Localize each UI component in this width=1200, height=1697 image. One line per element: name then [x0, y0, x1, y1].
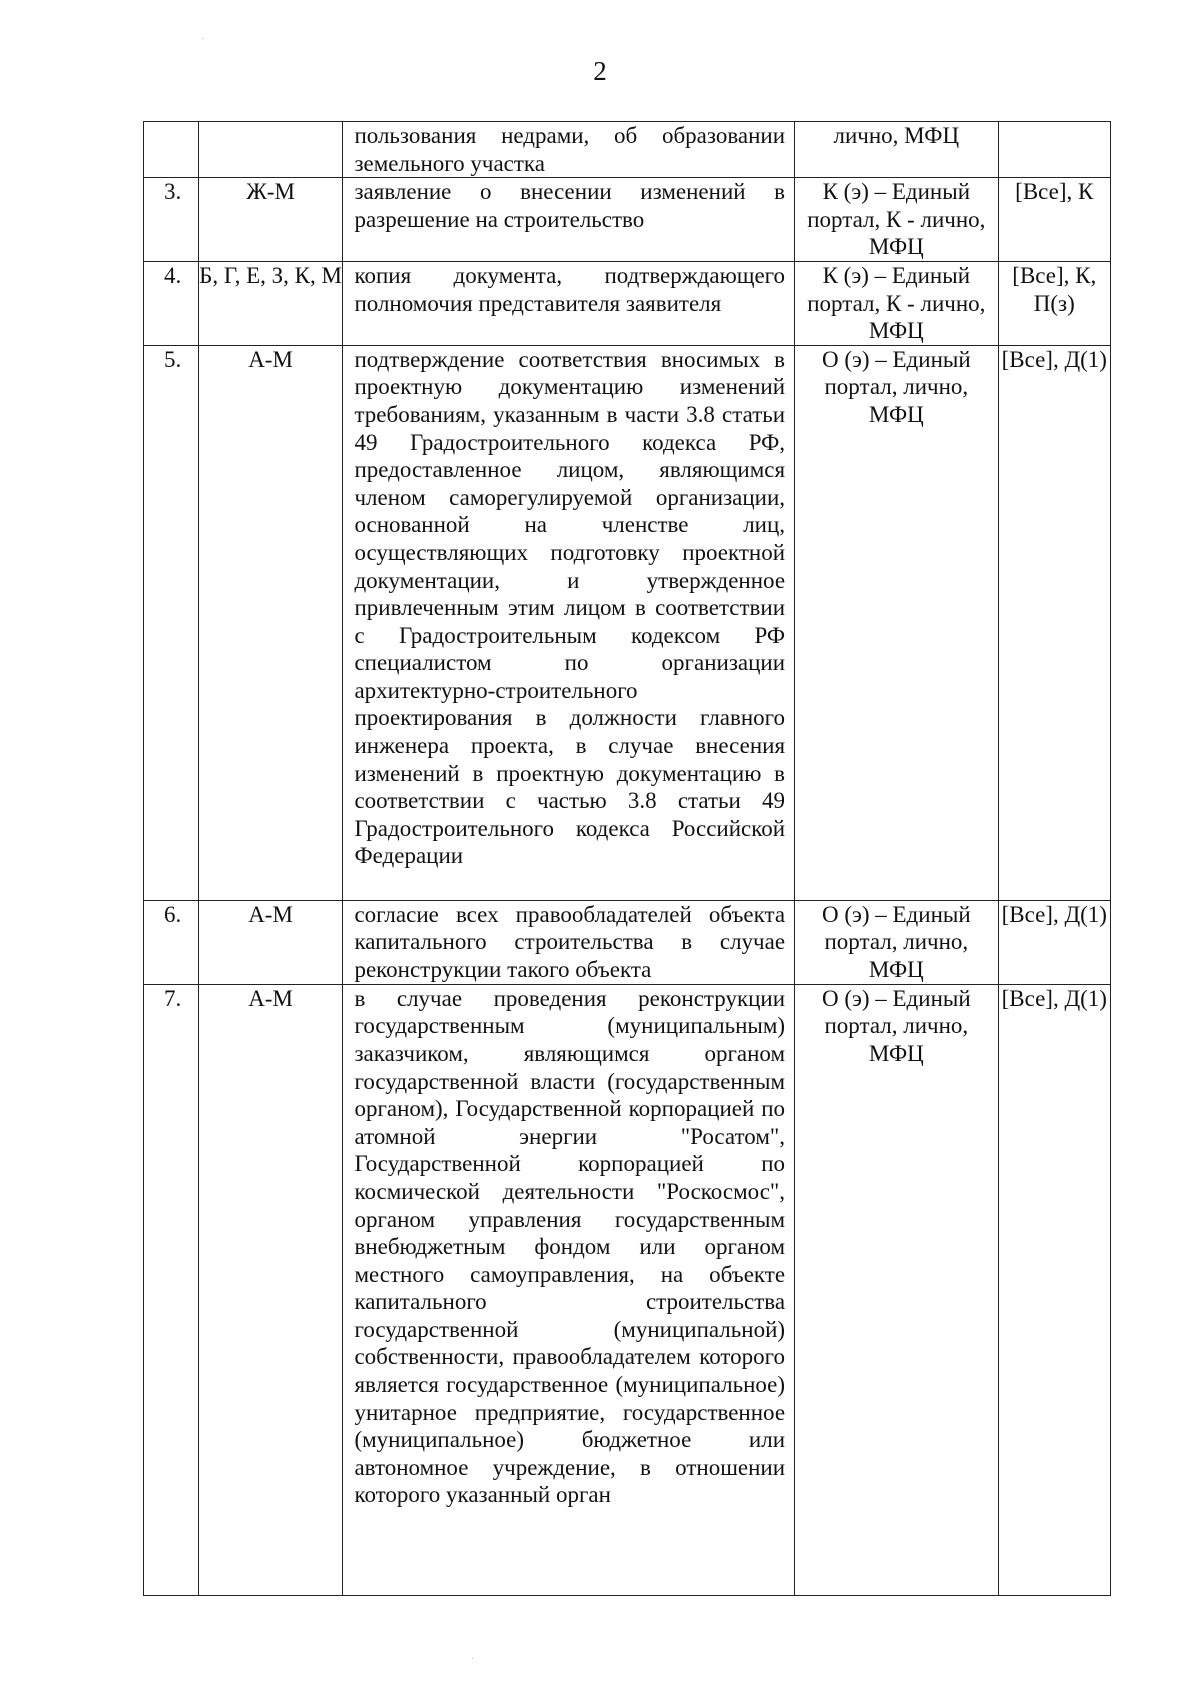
submission-method-cell: О (э) – Единый портал, лично, МФЦ [795, 984, 999, 1595]
submission-method-cell: К (э) – Единый портал, К - лично, МФЦ [795, 178, 999, 262]
table-row [144, 900, 1111, 984]
row-number-cell: 4. [144, 261, 199, 345]
row-number-cell: 5. [144, 345, 199, 900]
submission-method-cell: К (э) – Единый портал, К - лично, МФЦ [795, 261, 999, 345]
table-row [144, 345, 1111, 900]
applicant-category-cell: А-М [198, 900, 343, 984]
submission-method-cell: лично, МФЦ [795, 122, 999, 178]
submission-method-cell: О (э) – Единый портал, лично, МФЦ [795, 345, 999, 900]
condition-cell: [Все], К, П(з) [998, 261, 1110, 345]
row-number-cell: 7. [144, 984, 199, 1595]
row-number-cell: 3. [144, 178, 199, 262]
document-description-cell: согласие всех правообладателей объекта капитального строительства в случае реконструкции такого объекта [343, 900, 795, 984]
table-row [144, 261, 1111, 345]
submission-method-cell: О (э) – Единый портал, лично, МФЦ [795, 900, 999, 984]
page-number: 2 [593, 56, 607, 86]
document-description-cell: подтверждение соответствия вносимых в проектную документацию изменений требованиям, указанным в части 3.8 статьи 49 Градостроительного кодекса РФ, предоставленное лицом, являющимся членом саморегулируемой организации, основанной на членстве лиц, осуществляющих подготовку проектной документации, и утвержденное привлеченным этим лицом в соответствии с Градостроительным кодексом РФ специалистом по организации архитектурно-строительного проектирования в должности главного инженера проекта, в случае внесения изменений в проектную документацию в соответствии с частью 3.8 статьи 49 Градостроительного кодекса Российской Федерации [343, 345, 795, 900]
applicant-category-cell: Б, Г, Е, З, К, М [198, 261, 343, 345]
scan-speck [472, 1658, 473, 1659]
table-row [144, 178, 1111, 262]
condition-cell: [Все], Д(1) [998, 984, 1110, 1595]
table-row [144, 122, 1111, 178]
applicant-category-cell: А-М [198, 345, 343, 900]
document-description-cell: копия документа, подтверждающего полномочия представителя заявителя [343, 261, 795, 345]
condition-cell: [Все], Д(1) [998, 900, 1110, 984]
document-description-cell: пользования недрами, об образовании земельного участка [343, 122, 795, 178]
scan-speck [202, 38, 203, 39]
applicant-category-cell: А-М [198, 984, 343, 1595]
table-row [144, 984, 1111, 1595]
documents-table [143, 121, 1111, 1596]
row-number-cell [144, 122, 199, 178]
document-description-cell: заявление о внесении изменений в разрешение на строительство [343, 178, 795, 262]
condition-cell: [Все], Д(1) [998, 345, 1110, 900]
applicant-category-cell: Ж-М [198, 178, 343, 262]
row-number-cell: 6. [144, 900, 199, 984]
condition-cell [998, 122, 1110, 178]
applicant-category-cell [198, 122, 343, 178]
condition-cell: [Все], К [998, 178, 1110, 262]
document-description-cell: в случае проведения реконструкции государственным (муниципальным) заказчиком, являющимся органом государственной власти (государственным органом), Государственной корпорацией по атомной энергии "Росатом", Государственной корпорацией по космической деятельности "Роскосмос", органом управления государственным внебюджетным фондом или органом местного самоуправления, на объекте капитального строительства государственной (муниципальной) собственности, правообладателем которого является государственное (муниципальное) унитарное предприятие, государственное (муниципальное) бюджетное или автономное учреждение, в отношении которого указанный орган [343, 984, 795, 1595]
